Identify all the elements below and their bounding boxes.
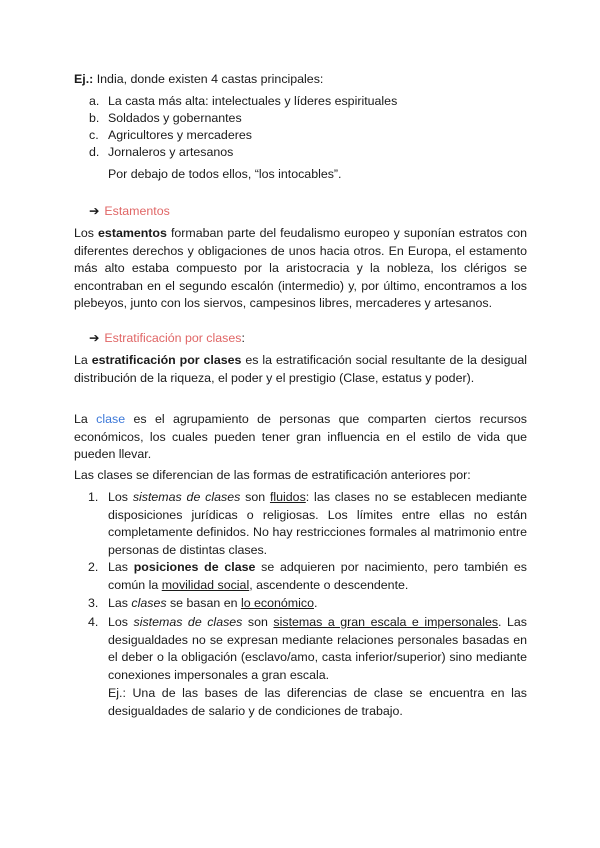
- point-text: Las: [108, 560, 134, 574]
- point-item: [108, 614, 527, 684]
- point-underline: sistemas a gran escala e impersonales: [273, 615, 499, 629]
- point-marker: 3.: [88, 596, 99, 610]
- point-underline: movilidad social: [161, 577, 250, 592]
- example-paragraph: Ej.: Una de las bases de las diferencias de clase se encuentra en las desigualdades de salario y de condiciones de trabajo.: [108, 686, 527, 718]
- point-marker: 1.: [88, 490, 99, 504]
- caste-marker: a.: [89, 94, 100, 108]
- point-text: son: [242, 615, 274, 629]
- intro-line: [74, 71, 527, 89]
- caste-item: Agricultores y mercaderes: [108, 128, 252, 142]
- point-text: Las: [108, 596, 132, 610]
- caste-marker: c.: [89, 128, 99, 142]
- paragraph-bold: estamentos: [98, 226, 167, 240]
- point-text: .: [313, 596, 318, 610]
- diff-paragraph: Las clases se diferencian de las formas de estratificación anteriores por:: [74, 468, 471, 482]
- point-marker: 2.: [88, 560, 99, 574]
- paragraph-bold: estratificación por clases: [91, 353, 242, 367]
- point-item: [108, 595, 527, 613]
- paragraph-text: La: [74, 412, 97, 426]
- caste-item: Soldados y gobernantes: [108, 111, 242, 125]
- point-marker: 4.: [88, 615, 99, 629]
- point-item: [108, 489, 527, 559]
- below-text: Por debajo de todos ellos, “los intocables”.: [108, 167, 342, 181]
- paragraph-text: es la estratificación social resultante de la desigual distribución de la riqueza, el poder y el prestigio (Clase, estatus y poder).: [74, 353, 527, 385]
- paragraph-text: La: [74, 353, 92, 367]
- point-italic: sistemas de clases: [133, 615, 243, 629]
- point-italic: sistemas de clases: [132, 490, 241, 504]
- point-italic: clases: [131, 596, 167, 610]
- arrow-icon: ➔: [89, 331, 100, 345]
- point-text: se basan en: [166, 596, 241, 610]
- paragraph-text: es el agrupamiento de personas que comparten ciertos recursos económicos, los cuales pueden tener gran influencia en el estilo de vida que pueden llevar.: [74, 412, 527, 462]
- point-text: Los: [108, 615, 134, 629]
- caste-item: Jornaleros y artesanos: [108, 145, 234, 159]
- clase-paragraph: [74, 411, 527, 464]
- point-text: : las clases no se establecen mediante disposiciones jurídicas o religiosas. Los límites entre ellas no están completamente definidos. No hay restricciones formales al matrimonio entre personas de distintas clases.: [108, 490, 527, 557]
- point-text: . Las desigualdades no se expresan mediante relaciones personales basadas en el deber o la obligación (esclavo/amo, casta inferior/superior) sino mediante conexiones impersonales a gran escala.: [108, 615, 527, 682]
- estamentos-heading: [89, 203, 170, 221]
- point-underline: lo económico: [240, 596, 314, 610]
- caste-marker: b.: [89, 111, 100, 125]
- clases-heading: [89, 330, 245, 348]
- paragraph-text: formaban parte del feudalismo europeo y suponían estratos con diferentes derechos y obligaciones de unos hacia otros. En Europa, el estamento más alto estaba compuesto por la aristocracia y la nobleza, los clérigos se encontraban en el segundo escalón (intermedio) y, por último, encontramos a los plebeyos, junto con los siervos, campesinos libres, mercaderes y artesanos.: [74, 226, 528, 311]
- point-bold: posiciones de clase: [133, 560, 256, 574]
- clases-paragraph: [74, 352, 527, 387]
- estamentos-paragraph: [74, 225, 527, 313]
- point-text: son: [240, 490, 270, 504]
- point-text: se adquieren por nacimiento, pero también es común la: [108, 560, 527, 592]
- clases-heading-text: Estratificación por clases: [104, 331, 242, 345]
- point-text: Los: [108, 490, 133, 504]
- intro-label: Ej.:: [74, 72, 94, 86]
- point-underline: fluidos: [269, 490, 306, 504]
- caste-marker: d.: [89, 145, 100, 159]
- estamentos-heading-text: Estamentos: [104, 204, 170, 218]
- paragraph-text: Los: [74, 226, 99, 240]
- point-text: , ascendente o descendente.: [249, 577, 409, 592]
- caste-item: La casta más alta: intelectuales y líderes espirituales: [108, 94, 398, 108]
- arrow-icon: ➔: [89, 204, 100, 218]
- clase-term: clase: [96, 412, 126, 426]
- clases-heading-colon: :: [241, 331, 245, 345]
- point-item: [108, 559, 527, 594]
- intro-text: India, donde existen 4 castas principales:: [93, 72, 324, 86]
